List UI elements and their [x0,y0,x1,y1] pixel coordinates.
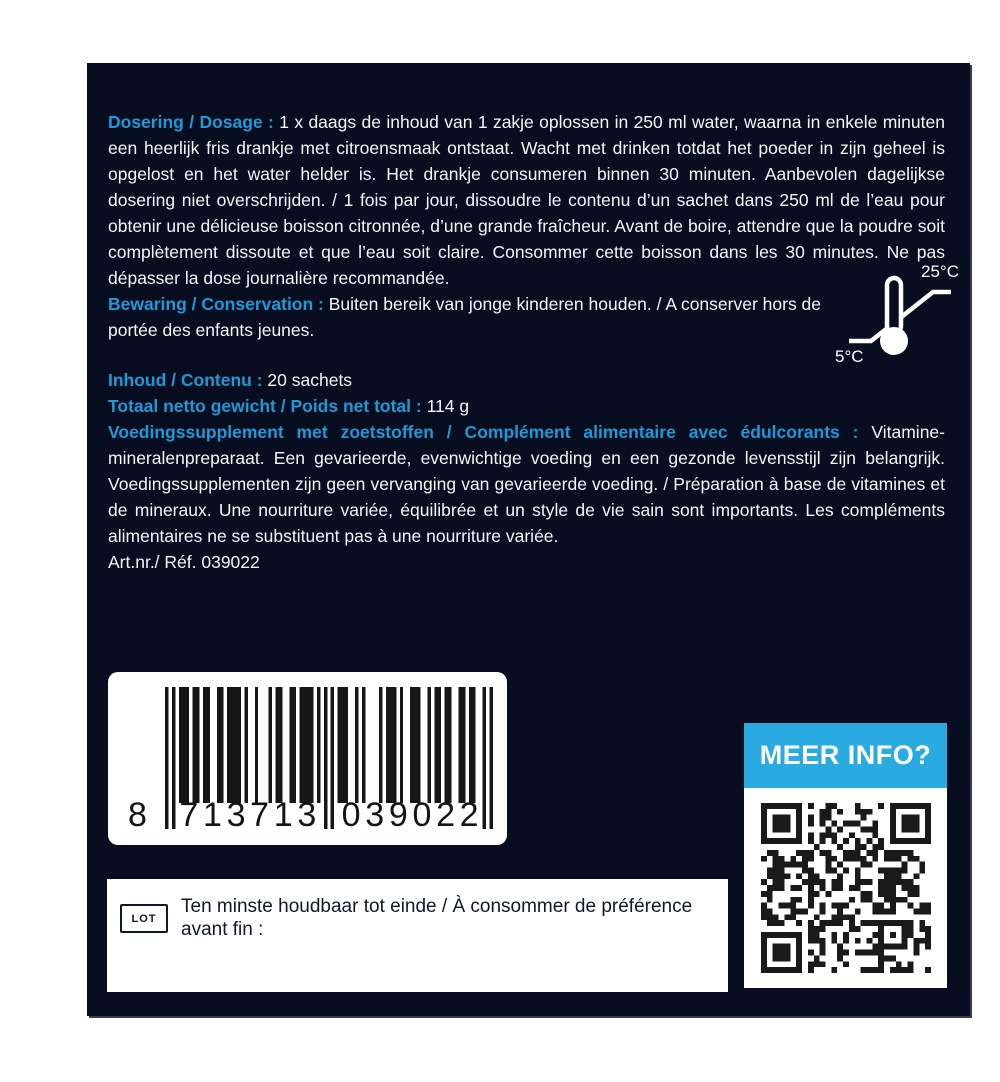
barcode-digits-right: 0 3 9 0 2 2 [341,796,479,834]
more-info-block [744,723,947,988]
supplement-heading: Voedingssupplement met zoetstoffen / Complément alimentaire avec édulcorants : [108,422,859,442]
contents-heading: Inhoud / Contenu : [108,370,263,390]
qr-code-icon [761,803,931,973]
best-before-box [107,879,728,992]
article-number: Art.nr./ Réf. 039022 [108,552,260,572]
supplement-paragraph [108,419,945,549]
temperature-range-icon [835,262,959,366]
min-temp-label: 5°C [835,347,864,366]
supplement-body: Vitamine-mineralenpreparaat. Een gevarieerde, evenwichtige voeding en een gezonde levensstijl zijn belangrijk. Voedingssupplementen zijn geen vervanging van gevarieerde voeding. / Préparation à base de vitamines et de mineraux. Une nourriture variée, équilibrée et un style de vie sain sont importants. Les compléments alimentaires ne se substituent pas à une nourriture variée. [108,422,945,546]
storage-body: Buiten bereik van jonge kinderen houden. / A conserver hors de portée des enfants jeunes. [108,294,822,340]
best-before-text: Ten minste houdbaar tot einde / À consommer de préférence avant fin : [181,896,693,940]
qr-code-area [744,788,947,988]
barcode [108,672,507,845]
lot-symbol: LOT [120,904,168,933]
contents-block [108,367,945,419]
barcode-first-digit: 8 [128,796,147,834]
storage-paragraph [108,262,959,366]
contents-value: 20 sachets [267,370,353,390]
storage-heading: Bewaring / Conservation : [108,294,324,314]
best-before-row [120,896,728,942]
barcode-digits-left: 7 1 3 7 1 3 [179,796,317,834]
dosage-paragraph [108,109,945,291]
label-panel [87,63,970,1016]
max-temp-label: 25°C [921,262,959,281]
net-weight-line [108,393,945,419]
net-weight-heading: Totaal netto gewicht / Poids net total : [108,396,422,416]
more-info-banner: MEER INFO? [744,723,947,788]
net-weight-value: 114 g [426,396,470,416]
dosage-body: 1 x daags de inhoud van 1 zakje oplossen in 250 ml water, waarna in enkele minuten een heerlijk fris drankje met citroensmaak ontstaat. Wacht met drinken totdat het poeder in zijn geheel is opgelost en het water helder is. Het drankje consumeren binnen 30 minuten. Aanbevolen dagelijkse dosering niet overschrijden. / 1 fois par jour, dissoudre le contenu d’un sachet dans 250 ml de l’eau pour obtenir une délicieuse boisson citronnée, d’une grande fraîcheur. Avant de boire, attendre que la poudre soit complètement dissoute et que l’eau soit claire. Consommer cette boisson dans les 30 minutes. Ne pas dépasser la dose journalière recommandée. [108,112,945,288]
label-text-area [108,63,959,575]
dosage-heading: Dosering / Dosage : [108,112,274,132]
contents-line [108,367,945,393]
